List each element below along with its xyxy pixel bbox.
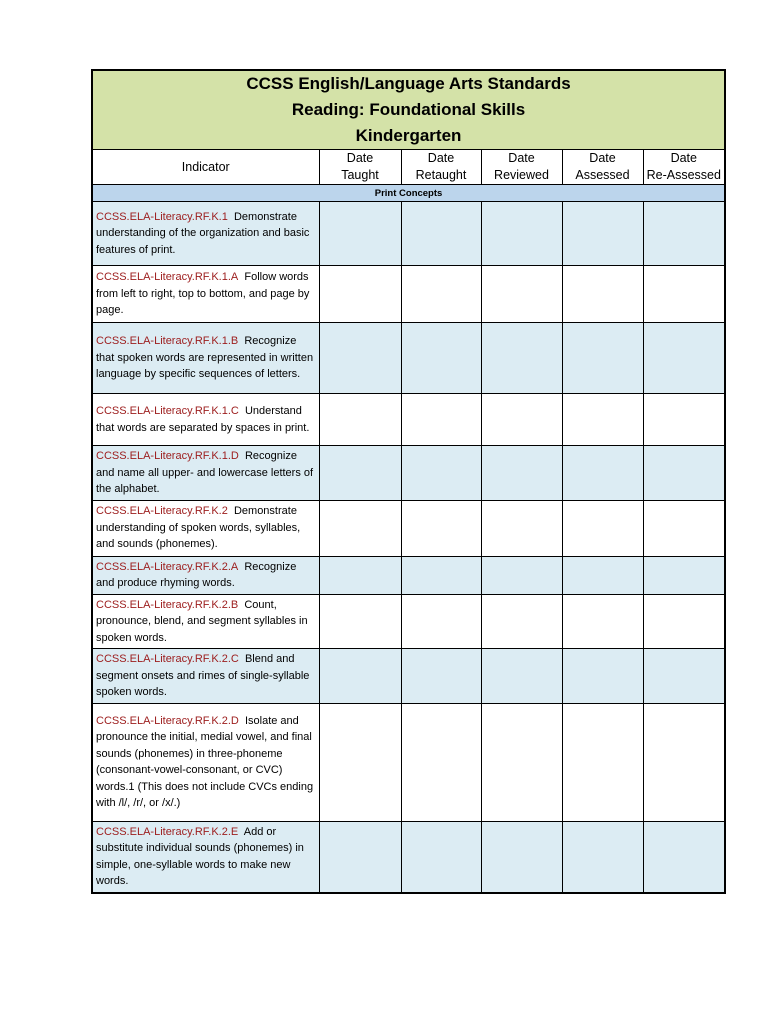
indicator-cell bbox=[92, 649, 319, 704]
date-reassessed-cell[interactable] bbox=[643, 446, 725, 501]
date-reassessed-cell[interactable] bbox=[643, 821, 725, 893]
date-taught-cell[interactable] bbox=[319, 821, 401, 893]
indicator-cell bbox=[92, 500, 319, 556]
date-taught-cell[interactable] bbox=[319, 703, 401, 821]
date-retaught-cell[interactable] bbox=[401, 266, 481, 323]
date-retaught-cell[interactable] bbox=[401, 821, 481, 893]
standard-code: CCSS.ELA-Literacy.RF.K.2.A bbox=[96, 560, 239, 573]
indicator-cell bbox=[92, 703, 319, 821]
date-taught-cell[interactable] bbox=[319, 202, 401, 266]
title-line-3: Kindergarten bbox=[355, 126, 462, 145]
standard-text: Recognize and name all upper- and lowercase letters of the alphabet. bbox=[96, 450, 314, 495]
date-assessed-cell[interactable] bbox=[562, 394, 643, 446]
date-retaught-cell[interactable] bbox=[401, 500, 481, 556]
table-row bbox=[92, 649, 725, 704]
section-row bbox=[92, 185, 725, 202]
date-retaught-cell[interactable] bbox=[401, 703, 481, 821]
date-retaught-cell[interactable] bbox=[401, 323, 481, 394]
standard-code: CCSS.ELA-Literacy.RF.K.1.C bbox=[96, 405, 239, 417]
indicator-cell bbox=[92, 266, 319, 323]
table-row bbox=[92, 323, 725, 394]
standard-code: CCSS.ELA-Literacy.RF.K.2.C bbox=[96, 653, 239, 665]
date-reviewed-cell[interactable] bbox=[481, 266, 562, 323]
header-label-line: Assessed bbox=[575, 168, 630, 182]
date-retaught-cell[interactable] bbox=[401, 594, 481, 649]
title-line-1: CCSS English/Language Arts Standards bbox=[246, 74, 571, 93]
date-reviewed-cell[interactable] bbox=[481, 500, 562, 556]
standard-text: Recognize and produce rhyming words. bbox=[96, 560, 297, 589]
date-taught-cell[interactable] bbox=[319, 649, 401, 704]
standards-table bbox=[91, 69, 726, 894]
date-reviewed-cell[interactable] bbox=[481, 323, 562, 394]
header-label-line: Date bbox=[508, 151, 535, 165]
standard-text: Count, pronounce, blend, and segment syllables in spoken words. bbox=[96, 598, 308, 644]
date-taught-cell[interactable] bbox=[319, 556, 401, 594]
indicator-cell bbox=[92, 556, 319, 594]
date-reviewed-cell[interactable] bbox=[481, 594, 562, 649]
header-date-reviewed bbox=[481, 150, 562, 185]
standard-text: Recognize that spoken words are represented in written language by specific sequences of letters. bbox=[96, 335, 314, 381]
date-taught-cell[interactable] bbox=[319, 394, 401, 446]
standard-code: CCSS.ELA-Literacy.RF.K.1.B bbox=[96, 335, 239, 348]
date-reviewed-cell[interactable] bbox=[481, 202, 562, 266]
date-taught-cell[interactable] bbox=[319, 266, 401, 323]
header-indicator bbox=[92, 150, 319, 185]
table-row bbox=[92, 556, 725, 594]
header-date-taught bbox=[319, 150, 401, 185]
indicator-cell bbox=[92, 594, 319, 649]
header-row bbox=[92, 150, 725, 185]
page-title bbox=[92, 70, 725, 150]
date-assessed-cell[interactable] bbox=[562, 266, 643, 323]
standard-text: Demonstrate understanding of the organization and basic features of print. bbox=[96, 210, 310, 256]
date-taught-cell[interactable] bbox=[319, 500, 401, 556]
date-taught-cell[interactable] bbox=[319, 323, 401, 394]
indicator-cell bbox=[92, 202, 319, 266]
table-row bbox=[92, 202, 725, 266]
standard-text: Demonstrate understanding of spoken words, syllables, and sounds (phonemes). bbox=[96, 505, 301, 551]
standard-code: CCSS.ELA-Literacy.RF.K.1.A bbox=[96, 271, 239, 284]
date-reassessed-cell[interactable] bbox=[643, 500, 725, 556]
date-reviewed-cell[interactable] bbox=[481, 649, 562, 704]
indicator-cell bbox=[92, 323, 319, 394]
date-retaught-cell[interactable] bbox=[401, 556, 481, 594]
date-reviewed-cell[interactable] bbox=[481, 556, 562, 594]
header-indicator-label: Indicator bbox=[181, 159, 230, 174]
date-taught-cell[interactable] bbox=[319, 594, 401, 649]
header-label-line: Date bbox=[589, 151, 616, 165]
table-row bbox=[92, 703, 725, 821]
table-row bbox=[92, 500, 725, 556]
date-retaught-cell[interactable] bbox=[401, 649, 481, 704]
standard-code: CCSS.ELA-Literacy.RF.K.1.D bbox=[96, 450, 239, 462]
standard-text: Follow words from left to right, top to bottom, and page by page. bbox=[96, 271, 310, 317]
date-reviewed-cell[interactable] bbox=[481, 703, 562, 821]
date-reassessed-cell[interactable] bbox=[643, 323, 725, 394]
header-date-assessed bbox=[562, 150, 643, 185]
table-row bbox=[92, 594, 725, 649]
standard-code: CCSS.ELA-Literacy.RF.K.2.B bbox=[96, 598, 239, 611]
date-reassessed-cell[interactable] bbox=[643, 202, 725, 266]
date-assessed-cell[interactable] bbox=[562, 594, 643, 649]
table-row bbox=[92, 394, 725, 446]
indicator-cell bbox=[92, 394, 319, 446]
date-retaught-cell[interactable] bbox=[401, 394, 481, 446]
header-label-line: Date bbox=[670, 151, 697, 165]
date-reviewed-cell[interactable] bbox=[481, 446, 562, 501]
standard-text: Understand that words are separated by spaces in print. bbox=[96, 405, 310, 434]
date-assessed-cell[interactable] bbox=[562, 446, 643, 501]
date-assessed-cell[interactable] bbox=[562, 202, 643, 266]
standard-code: CCSS.ELA-Literacy.RF.K.1 bbox=[96, 210, 228, 223]
header-label-line: Reviewed bbox=[494, 168, 549, 182]
section-heading: Print Concepts bbox=[92, 185, 725, 202]
standard-text: Isolate and pronounce the initial, medial vowel, and final sounds (phonemes) in three-phoneme (consonant-vowel-consonant, or CVC) words.1 (This does not include CVCs ending with /l/, /r/, or /x/.) bbox=[96, 714, 314, 809]
standards-checklist bbox=[91, 69, 724, 894]
header-date-reassessed bbox=[643, 150, 725, 185]
header-label-line: Retaught bbox=[415, 168, 467, 182]
date-reassessed-cell[interactable] bbox=[643, 703, 725, 821]
indicator-cell bbox=[92, 821, 319, 893]
date-assessed-cell[interactable] bbox=[562, 703, 643, 821]
date-reviewed-cell[interactable] bbox=[481, 821, 562, 893]
standard-text: Add or substitute individual sounds (phonemes) in simple, one-syllable words to make new words. bbox=[96, 825, 304, 887]
date-retaught-cell[interactable] bbox=[401, 202, 481, 266]
date-reassessed-cell[interactable] bbox=[643, 394, 725, 446]
title-line-2: Reading: Foundational Skills bbox=[291, 100, 526, 119]
date-assessed-cell[interactable] bbox=[562, 323, 643, 394]
date-assessed-cell[interactable] bbox=[562, 556, 643, 594]
date-reviewed-cell[interactable] bbox=[481, 394, 562, 446]
date-taught-cell[interactable] bbox=[319, 446, 401, 501]
title-row bbox=[92, 70, 725, 150]
header-label-line: Taught bbox=[341, 168, 379, 182]
standard-text: Blend and segment onsets and rimes of single-syllable spoken words. bbox=[96, 653, 310, 698]
date-assessed-cell[interactable] bbox=[562, 821, 643, 893]
header-label-line: Date bbox=[427, 151, 455, 165]
date-reassessed-cell[interactable] bbox=[643, 649, 725, 704]
date-assessed-cell[interactable] bbox=[562, 500, 643, 556]
date-retaught-cell[interactable] bbox=[401, 446, 481, 501]
standard-code: CCSS.ELA-Literacy.RF.K.2.D bbox=[96, 714, 239, 727]
table-row bbox=[92, 446, 725, 501]
header-label-line: Re-Assessed bbox=[646, 168, 721, 182]
table-row bbox=[92, 821, 725, 893]
standard-code: CCSS.ELA-Literacy.RF.K.2.E bbox=[96, 825, 239, 838]
header-date-retaught bbox=[401, 150, 481, 185]
table-row bbox=[92, 266, 725, 323]
header-label-line: Date bbox=[346, 151, 374, 165]
indicator-cell bbox=[92, 446, 319, 501]
date-reassessed-cell[interactable] bbox=[643, 266, 725, 323]
date-reassessed-cell[interactable] bbox=[643, 594, 725, 649]
date-assessed-cell[interactable] bbox=[562, 649, 643, 704]
standard-code: CCSS.ELA-Literacy.RF.K.2 bbox=[96, 505, 228, 518]
date-reassessed-cell[interactable] bbox=[643, 556, 725, 594]
